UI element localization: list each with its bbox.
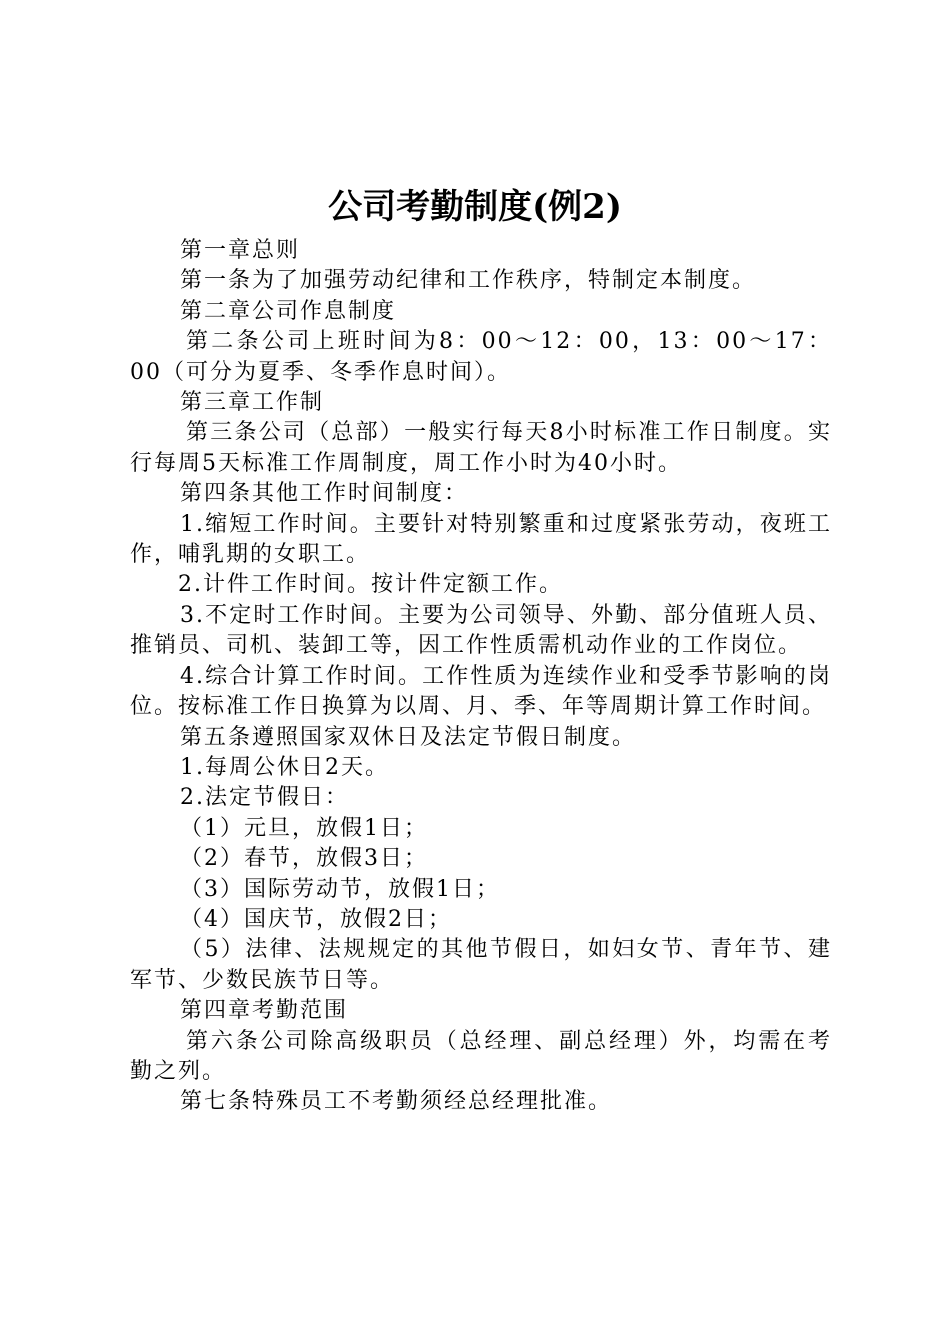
holiday-item: （1）元旦，放假1日； xyxy=(180,815,428,841)
chapter-heading: 第一章总则 xyxy=(180,238,301,263)
list-item: 1.缩短工作时间。主要针对特别繁重和过度紧张劳动，夜班工作，哺乳期的女职工。 xyxy=(130,511,832,568)
article-paragraph: 第四条其他工作时间制度： xyxy=(180,481,469,507)
article-paragraph: 第五条遵照国家双休日及法定节假日制度。 xyxy=(180,724,637,750)
chapter-heading: 第二章公司作息制度 xyxy=(180,298,397,324)
list-item: 3.不定时工作时间。主要为公司领导、外勤、部分值班人员、推销员、司机、装卸工等，因工作性质需机动作业的工作岗位。 xyxy=(130,602,832,659)
holiday-item: （5）法律、法规规定的其他节假日，如妇女节、青年节、建军节、少数民族节日等。 xyxy=(130,937,832,993)
list-item: 2.法定节假日： xyxy=(180,785,349,811)
article-paragraph: 第二条公司上班时间为8：00～12：00，13：00～17：00（可分为夏季、冬季作息时间）。 xyxy=(130,329,832,385)
document-title: 公司考勤制度(例2) xyxy=(328,187,622,227)
list-item: 4.综合计算工作时间。工作性质为连续作业和受季节影响的岗位。按标准工作日换算为以周、月、季、年等周期计算工作时间。 xyxy=(130,663,832,720)
chapter-heading: 第三章工作制 xyxy=(180,390,325,416)
article-paragraph: 第六条公司除高级职员（总经理、副总经理）外，均需在考勤之列。 xyxy=(130,1028,832,1084)
document-body xyxy=(130,236,832,1118)
holiday-item: （2）春节，放假3日； xyxy=(180,846,428,872)
list-item: 2.计件工作时间。按计件定额工作。 xyxy=(178,572,563,598)
article-paragraph: 第七条特殊员工不考勤须经总经理批准。 xyxy=(180,1089,613,1115)
holiday-item: （4）国庆节，放假2日； xyxy=(180,906,452,932)
holiday-item: （3）国际劳动节，放假1日； xyxy=(180,876,500,902)
list-item: 1.每周公休日2天。 xyxy=(180,754,389,780)
chapter-heading: 第四章考勤范围 xyxy=(180,998,349,1024)
article-paragraph: 第三条公司（总部）一般实行每天8小时标准工作日制度。实行每周5天标准工作周制度，周工作小时为40小时。 xyxy=(130,420,832,476)
article-paragraph: 第一条为了加强劳动纪律和工作秩序，特制定本制度。 xyxy=(180,268,757,294)
